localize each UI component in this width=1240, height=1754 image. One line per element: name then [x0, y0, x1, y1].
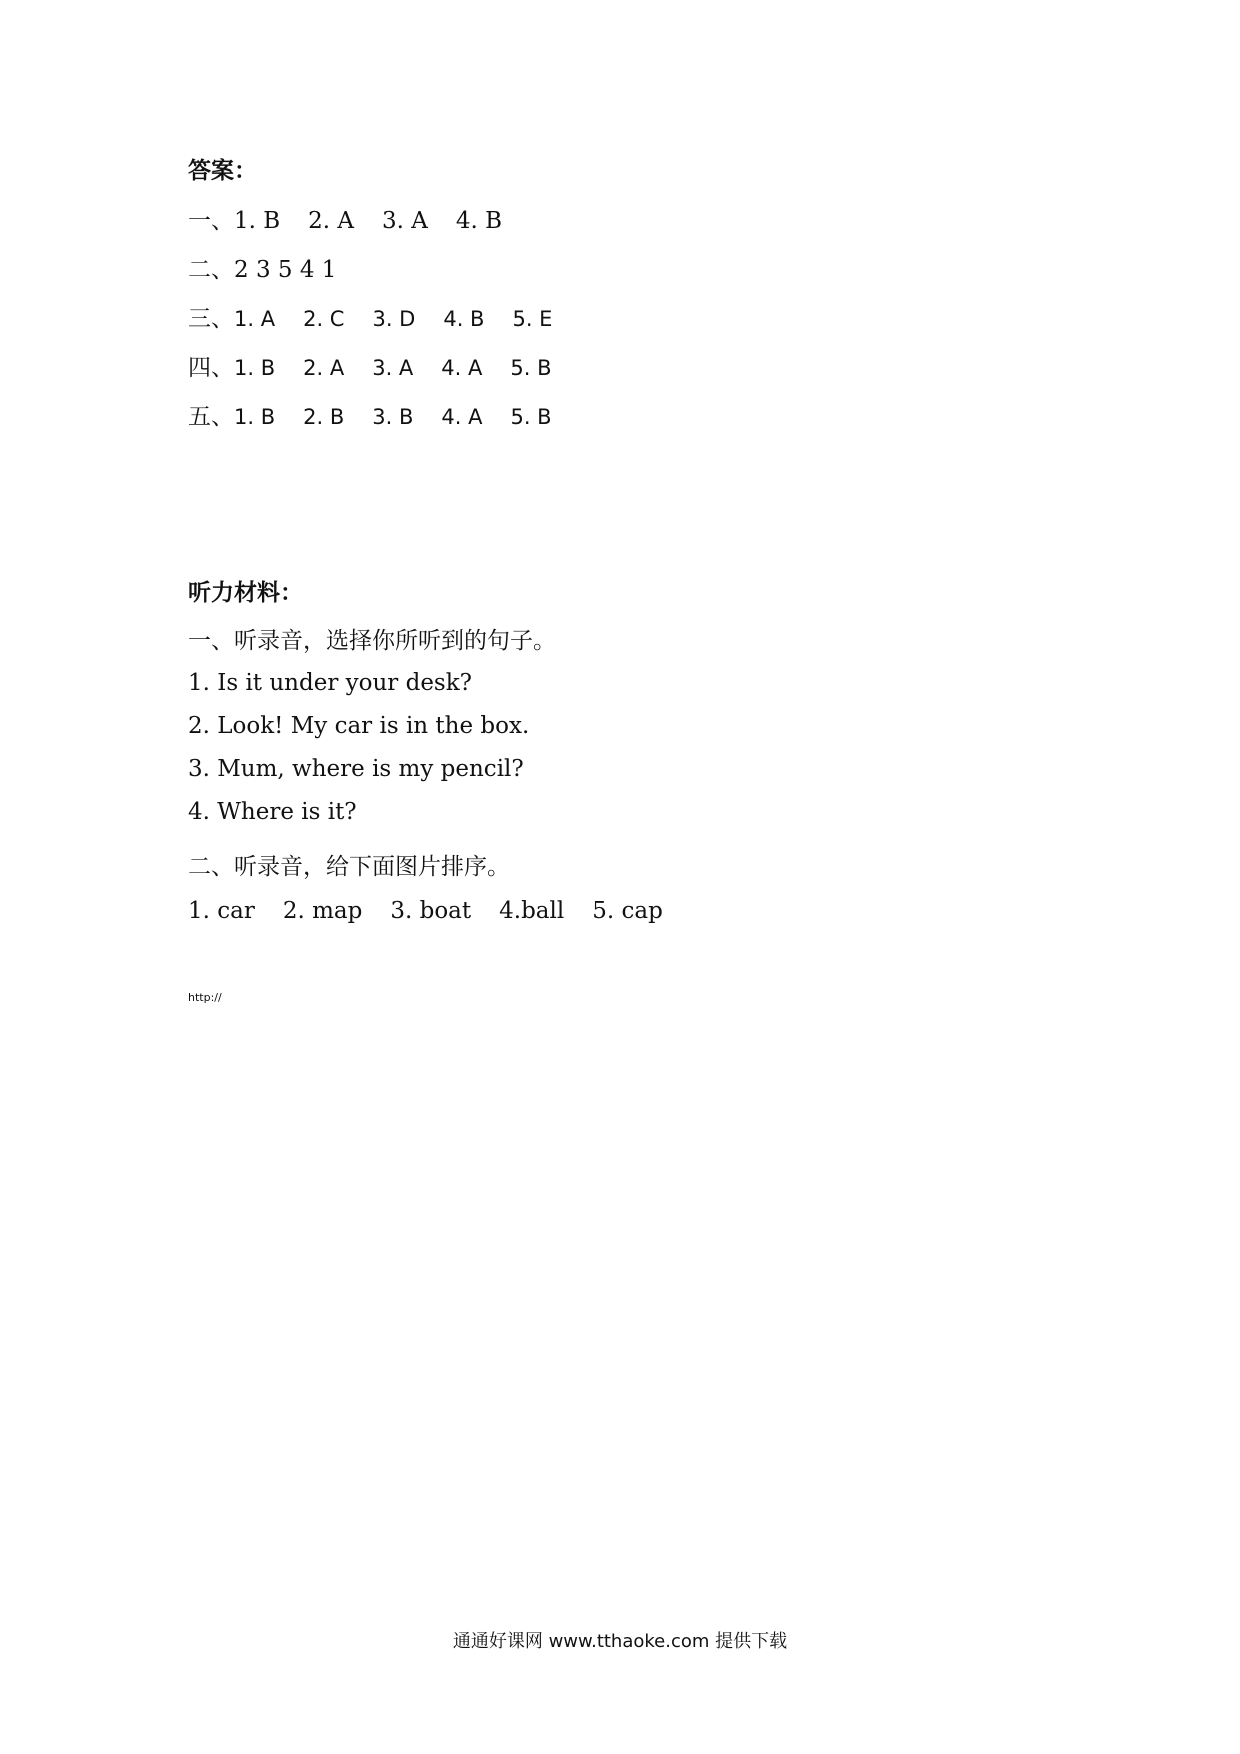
- answer-item: 3. A: [372, 356, 414, 380]
- listening-heading: 听力材料：: [188, 580, 303, 606]
- answer-item: 1. A: [234, 307, 276, 331]
- answer-row-1: [188, 202, 530, 235]
- answer-row-prefix: 四、: [188, 355, 234, 381]
- picture-order-item: 3. boat: [390, 898, 472, 924]
- answer-row-5: [188, 398, 580, 431]
- answer-row-prefix: 二、: [188, 257, 234, 283]
- answer-item: 2. B: [303, 405, 345, 429]
- answer-row-4: [188, 349, 579, 382]
- picture-order-item: 1. car: [188, 898, 255, 924]
- answer-item: 3. B: [372, 405, 414, 429]
- listening-sentence: 1. Is it under your desk?: [188, 670, 472, 696]
- answer-item: 3. D: [372, 307, 416, 331]
- answer-item: 1. B: [234, 405, 276, 429]
- listening-part1-title: 一、听录音，选择你所听到的句子。: [188, 628, 556, 654]
- listening-part2-items: [188, 898, 691, 924]
- answer-row-prefix: 一、: [188, 208, 234, 234]
- answer-row-2: [188, 251, 364, 284]
- answers-heading: 答案：: [188, 158, 257, 184]
- listening-sentence: 4. Where is it?: [188, 799, 357, 825]
- listening-sentence: 3. Mum, where is my pencil?: [188, 756, 524, 782]
- answer-row-3: [188, 300, 580, 333]
- answer-row-prefix: 五、: [188, 404, 234, 430]
- picture-order-item: 4.ball: [499, 898, 565, 924]
- answer-item: 4. A: [441, 356, 483, 380]
- answer-item: 1. B: [234, 356, 276, 380]
- answer-item: 4. A: [441, 405, 483, 429]
- link-text: http://: [188, 991, 222, 1004]
- answer-item: 5. B: [510, 356, 552, 380]
- answer-row-prefix: 三、: [188, 306, 234, 332]
- answer-item: 4. B: [455, 208, 503, 234]
- page-footer: 通通好课网 www.tthaoke.com 提供下载: [452, 1631, 788, 1652]
- answer-item: 2. A: [308, 208, 355, 234]
- picture-order-item: 5. cap: [592, 898, 663, 924]
- picture-order-item: 2. map: [282, 898, 363, 924]
- answer-item: 4. B: [443, 307, 485, 331]
- answer-item: 1. B: [234, 208, 281, 234]
- listening-part2-title: 二、听录音，给下面图片排序。: [188, 854, 510, 880]
- answer-item: 3. A: [382, 208, 428, 234]
- answer-item: 5. E: [512, 307, 553, 331]
- answer-item: 2. C: [303, 307, 345, 331]
- answer-item: 5. B: [510, 405, 552, 429]
- answer-item: 2. A: [303, 356, 345, 380]
- answer-item: 2 3 5 4 1: [234, 257, 337, 283]
- listening-sentence: 2. Look! My car is in the box.: [188, 713, 530, 739]
